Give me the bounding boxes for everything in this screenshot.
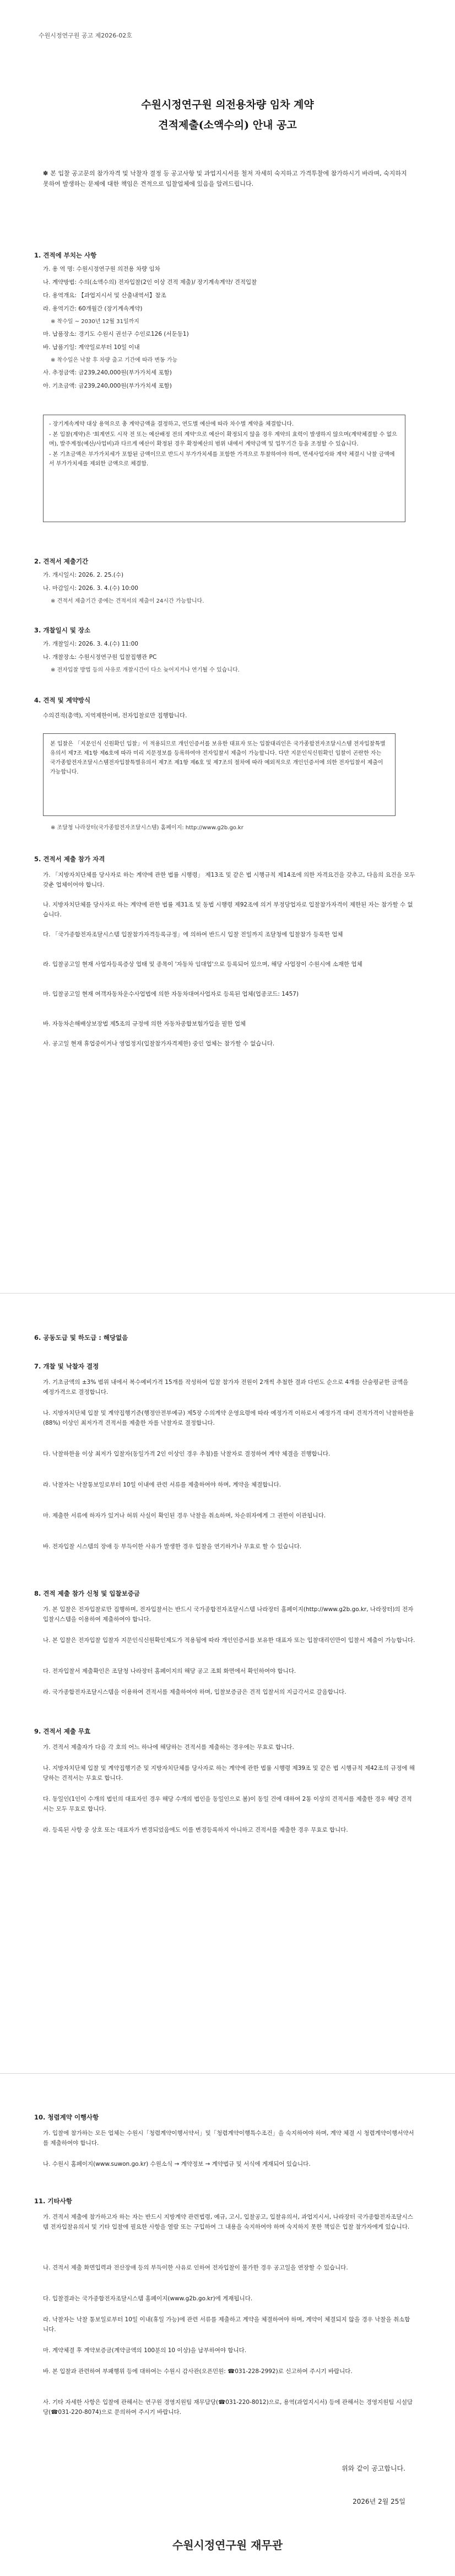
- s1-line: 마. 납품장소: 경기도 수원시 권선구 수인로126 (서둔동1): [43, 331, 189, 337]
- section-6-title: 6. 공동도급 및 하도급 : 해당없음: [34, 1334, 128, 1341]
- box1-item: - 본 입찰(계약)은 '회계연도 시작 전 또는 예산배정 전의 계약'으로 예산이 확정되지 않을 경우 계약의 효력이 발생하지 않으며(계약체결할 수 없으며), 발주계정(예산/사업비)과 다르게 예산이 확정된 경우 확정예산의 범위 내에서 계약금액 및 업무기간 등을 조정할 수 있습니다.: [49, 432, 397, 447]
- notice-date: 2026년 2월 25일: [353, 2498, 405, 2505]
- section-9-title: 9. 견적서 제출 무효: [34, 1727, 91, 1735]
- s8-item: 라. 국가종합전자조달시스템을 이용하여 견적서를 제출하여야 하며, 입찰보증금은 견적 입찰서의 지급각서로 갈음합니다.: [43, 1689, 346, 1695]
- page-divider: [0, 1293, 455, 1294]
- s5-item: 바. 자동차손해배상보장법 제5조의 규정에 의한 자동차종합보험가입을 필한 업체: [43, 1021, 246, 1027]
- s9-item: 라. 등록된 사항 중 상호 또는 대표자가 변경되었음에도 이를 변경등록하지 아니하고 견적서를 제출한 경우 무효로 합니다.: [43, 1827, 348, 1833]
- s7-item: 마. 제출한 서류에 하자가 있거나 허위 사실이 확인된 경우 낙찰을 취소하며, 차순위자에게 그 권한이 이관됩니다.: [43, 1512, 326, 1519]
- s8-item: 나. 본 입찰은 전자입찰 입찰자 지문인식신원확인제도가 적용됨에 따라 개인인증서를 보유한 대표자 또는 입찰대리인만이 입찰서 제출이 가능합니다.: [43, 1637, 415, 1644]
- s5-item: 마. 입찰공고일 현재 여객자동차운수사업법에 의한 자동차대여사업자로 등록된 업체(업종코드: 1457): [43, 991, 299, 997]
- s1-line: 아. 기초금액: 금239,240,000원(부가가치세 포함): [43, 383, 172, 389]
- s1-line: 가. 용 역 명: 수원시정연구원 의전용 차량 임차: [43, 266, 160, 272]
- s10-item: 가. 입찰에 참가하는 모든 업체는 수원시「청렴계약이행서약서」및「청렴계약이행특수조건」을 숙지하여야 하며, 계약 체결 시 청렴계약이행서약서를 제출하여야 합니다.: [43, 2130, 414, 2146]
- s7-item: 다. 낙찰하한율 이상 최저가 입찰자(동일가격 2인 이상인 경우 추첨)를 낙찰자로 결정하여 계약 체결을 진행합니다.: [43, 1451, 331, 1457]
- document-title-line2: 견적제출(소액수의) 안내 공고: [158, 119, 297, 131]
- notice-number: 수원시정연구원 공고 제2026-02호: [39, 32, 132, 39]
- box1-item: - 본 기초금액은 부가가치세가 포함된 금액이므로 반드시 부가가치세를 포함한 가격으로 투찰하여야 하며, 면세사업자와 계약 체결시 낙찰 금액에서 부가가치세를 제외한 금액으로 체결함.: [49, 452, 395, 467]
- signer-name: 수원시정연구원 재무관: [172, 2539, 283, 2552]
- s9-item: 다. 동일인(1인이 수개의 법인의 대표자인 경우 해당 수개의 법인을 동일인으로 봄)이 동일 건에 대하여 2통 이상의 견적서를 제출한 경우 해당 견적서는 모두 무효로 합니다.: [43, 1796, 412, 1812]
- s11-item: 나. 견적서 제출 화면입력과 전산장애 등의 부득이한 사유로 인하여 전자입찰이 불가한 경우 공고일을 연장할 수 있습니다.: [43, 2264, 348, 2271]
- s2-note: ※ 견적서 제출기간 중에는 견적서의 제출이 24시간 가능합니다.: [51, 598, 204, 604]
- s7-item: 라. 낙찰자는 낙찰통보일로부터 10일 이내에 관련 서류를 제출하여야 하며, 계약을 체결합니다.: [43, 1482, 281, 1488]
- s1-line: 바. 납품기일: 계약일로부터 10일 이내: [43, 344, 140, 351]
- s7-item: 나. 지방자치단체 입찰 및 계약집행기준(행정안전부예규) 제5장 수의계약 운영요령에 따라 예정가격 이하로서 예정가격 대비 견적가격이 낙찰하한율(88%) 이상인 최저가격 견적서를 제출한 자를 낙찰자로 결정합니다.: [43, 1410, 414, 1426]
- s1-line: 다. 용역개요: 【과업지시서 및 산출내역서】참조: [43, 292, 166, 299]
- s5-item: 가. 「지방자치단체를 당사자로 하는 계약에 관한 법률 시행령」 제13조 및 같은 법 시행규칙 제14조에 의한 자격요건을 갖추고, 다음의 요건을 모두 갖춘 업체이어야 합니다.: [43, 872, 415, 888]
- s10-item: 나. 수원시 홈페이지(www.suwon.go.kr) 수원소식 → 계약정보 → 계약법규 및 서식에 게재되어 있습니다.: [43, 2161, 311, 2167]
- section-2-title: 2. 견적서 제출기간: [34, 557, 89, 565]
- box2-text: 본 입찰은 「지문인식 신원확인 입찰」이 적용되므로 개인인증서를 보유한 대표자 또는 입찰대리인은 국가종합전자조달시스템 전자입찰특별유의서 제7조 제1항 제6호에 따라 미리 지문정보를 등록하여야 전자입찰서 제출이 가능합니다. 다만 지문인식신원확인 입찰이 곤란한 자는 국가종합전자조달시스템전자입찰특별유의서 제7조 제1항 제6호 및 제7조의 절차에 따라 예외적으로 개인인증서에 의한 전자입찰서 제출이 가능합니다.: [50, 741, 386, 775]
- s11-item: 가. 견적서 제출에 참가하고자 하는 자는 반드시 지방계약 관련법령, 예규, 고시, 입찰공고, 입찰유의서, 과업지시서, 나라장터 국가종합전자조달시스템 전자입찰유의서 및 기타 입찰에 필요한 사항을 열람 또는 구입하여 그 내용을 숙지하여야 하며 숙지하지 못한 책임은 입찰 참가자에게 있습니다.: [43, 2214, 413, 2230]
- intro-notice: ✽ 본 입찰 공고문의 참가자격 및 낙찰자 결정 등 공고사항 및 과업지시서를 철저 자세히 숙지하고 가격투찰에 참가하시기 바라며, 숙지하지 못하여 발생하는 문제에 대한 책임은 견적으로 입찰업체에 있음을 알려드립니다.: [43, 170, 407, 187]
- section-5-title: 5. 견적서 제출 참가 자격: [34, 855, 105, 863]
- contract-conditions-box: [43, 415, 405, 522]
- s2-line: 가. 개시일시: 2026. 2. 25.(수): [43, 572, 124, 578]
- asterisk-icon: ✽: [43, 170, 48, 177]
- fingerprint-bid-box: [43, 733, 396, 816]
- box1-item: - 장기계속계약 대상 용역으로 총 계약금액을 결정하고, 연도별 예산에 따라 차수별 계약을 체결합니다.: [49, 421, 294, 427]
- g2b-site-note: ※ 조달청 나라장터(국가종합전자조달시스템) 홈페이지: http://www.g2b.go.kr: [51, 825, 243, 831]
- s11-item: 마. 계약체결 후 계약보증금(계약금액의 100분의 10 이상)을 납부하여야 합니다.: [43, 2347, 247, 2354]
- section-10-title: 10. 청렴계약 이행사항: [34, 2113, 99, 2121]
- s3-line: 가. 개찰일시: 2026. 3. 4.(수) 11:00: [43, 641, 138, 647]
- s8-item: 가. 본 입찰은 전자입찰로만 집행하며, 전자입찰서는 반드시 국가종합전자조달시스템 나라장터 홈페이지(http://www.g2b.go.kr, 나라장터)의 전자입찰시스템을 이용하여 제출하여야 합니다.: [43, 1606, 414, 1623]
- s1-line: 사. 추정금액: 금239,240,000원(부가가치세 포함): [43, 369, 172, 376]
- s2-line: 나. 마감일시: 2026. 3. 4.(수) 10:00: [43, 585, 138, 592]
- page-divider: [0, 2073, 455, 2074]
- s1-note: ※ 착수일 ~ 2030년 12월 31일까지: [51, 319, 139, 325]
- s4-line: 수의견적(총액), 지역제한이며, 전자입찰로만 집행합니다.: [43, 712, 187, 719]
- s5-item: 사. 공고일 현재 휴업중이거나 영업정지(입찰참가자격제한) 중인 업체는 참가할 수 없습니다.: [43, 1040, 275, 1047]
- s1-note: ※ 착수일은 낙찰 후 차량 출고 기간에 따라 변동 가능: [51, 357, 178, 363]
- s1-line: 라. 용역기간: 60개월간 (장기계속계약): [43, 305, 143, 312]
- s5-item: 나. 지방자치단체를 당사자로 하는 계약에 관한 법률 제31조 및 동법 시행령 제92조에 의거 부정당업자로 입찰참가자격이 제한된 자는 참가할 수 없습니다.: [43, 901, 413, 918]
- s9-item: 나. 지방자치단체 입찰 및 계약집행기준 및 지방자치단체를 당사자로 하는 계약에 관한 법률 시행령 제39조 및 같은 법 시행규칙 제42조의 규정에 해당하는 견적서는 무효로 합니다.: [43, 1765, 415, 1781]
- s9-item: 가. 견적서 제출자가 다음 각 호의 어느 하나에 해당하는 견적서를 제출하는 경우에는 무효로 합니다.: [43, 1744, 294, 1751]
- s1-line: 나. 계약방법: 수의(소액수의) 전자입찰(2인 이상 견적 제출)/ 장기계속계약/ 견적입찰: [43, 279, 257, 286]
- s3-note: ※ 전자입찰 방법 등의 사유로 개찰시간이 다소 늦어지거나 연기될 수 있습니다.: [51, 667, 240, 673]
- s8-item: 다. 전자입찰서 제출확인은 조달청 나라장터 홈페이지의 해당 공고 조회 화면에서 확인하여야 합니다.: [43, 1668, 296, 1675]
- section-4-title: 4. 견적 및 계약방식: [34, 696, 91, 704]
- s5-item: 다. 「국가종합전자조달시스템 입찰참가자격등록규정」에 의하여 반드시 입찰 전일까지 조달청에 입찰참가 등록한 업체: [43, 931, 343, 938]
- s7-item: 가. 기초금액의 ±3% 범위 내에서 복수예비가격 15개를 작성하여 입찰 참가자 전원이 2개씩 추첨한 결과 다빈도 순으로 4개를 산술평균한 금액을 예정가격으로 결정합니다.: [43, 1379, 409, 1396]
- closing-text: 위와 같이 공고합니다.: [342, 2465, 405, 2472]
- section-1-title: 1. 견적에 부치는 사항: [34, 251, 97, 259]
- s5-item: 라. 입찰공고일 현재 사업자등록증상 업태 및 종목이 '자동차 임대업'으로 등록되어 있으며, 해당 사업장이 수원시에 소재한 업체: [43, 961, 362, 968]
- s7-item: 바. 전자입찰 시스템의 장애 등 부득이한 사유가 발생한 경우 입찰을 연기하거나 무효로 할 수 있습니다.: [43, 1543, 302, 1550]
- s3-line: 나. 개찰장소: 수원시정연구원 입찰집행관 PC: [43, 654, 157, 661]
- s11-item: 바. 본 입찰과 관련하여 부패행위 등에 대하여는 수원시 감사관(오픈민원: ☎031-228-2992)로 신고하여 주시기 바랍니다.: [43, 2368, 353, 2375]
- s11-item: 다. 입찰결과는 국가종합전자조달시스템 홈페이지(www.g2b.go.kr)에 게재됩니다.: [43, 2295, 253, 2302]
- document-title-line1: 수원시정연구원 의전용차량 임차 계약: [141, 99, 314, 111]
- section-8-title: 8. 견적 제출 참가 신청 및 입찰보증금: [34, 1590, 140, 1597]
- section-3-title: 3. 개찰일시 및 장소: [34, 626, 91, 634]
- section-11-title: 11. 기타사항: [34, 2197, 72, 2205]
- s11-item: 사. 기타 자세한 사항은 입찰에 관해서는 연구원 경영지원팀 재무담당(☎031-220-8012)으로, 용역(과업지시서) 등에 관해서는 경영지원팀 시설담당(☎031-220-8074)으로 문의하여 주시기 바랍니다.: [43, 2399, 413, 2416]
- section-7-title: 7. 개찰 및 낙찰자 결정: [34, 1362, 99, 1370]
- s11-item: 라. 낙찰자는 낙찰 통보일로부터 10일 이내(휴일 가능)에 관련 서류를 제출하고 계약을 체결하여야 하며, 계약이 체결되지 않을 경우 낙찰을 취소합니다.: [43, 2316, 410, 2333]
